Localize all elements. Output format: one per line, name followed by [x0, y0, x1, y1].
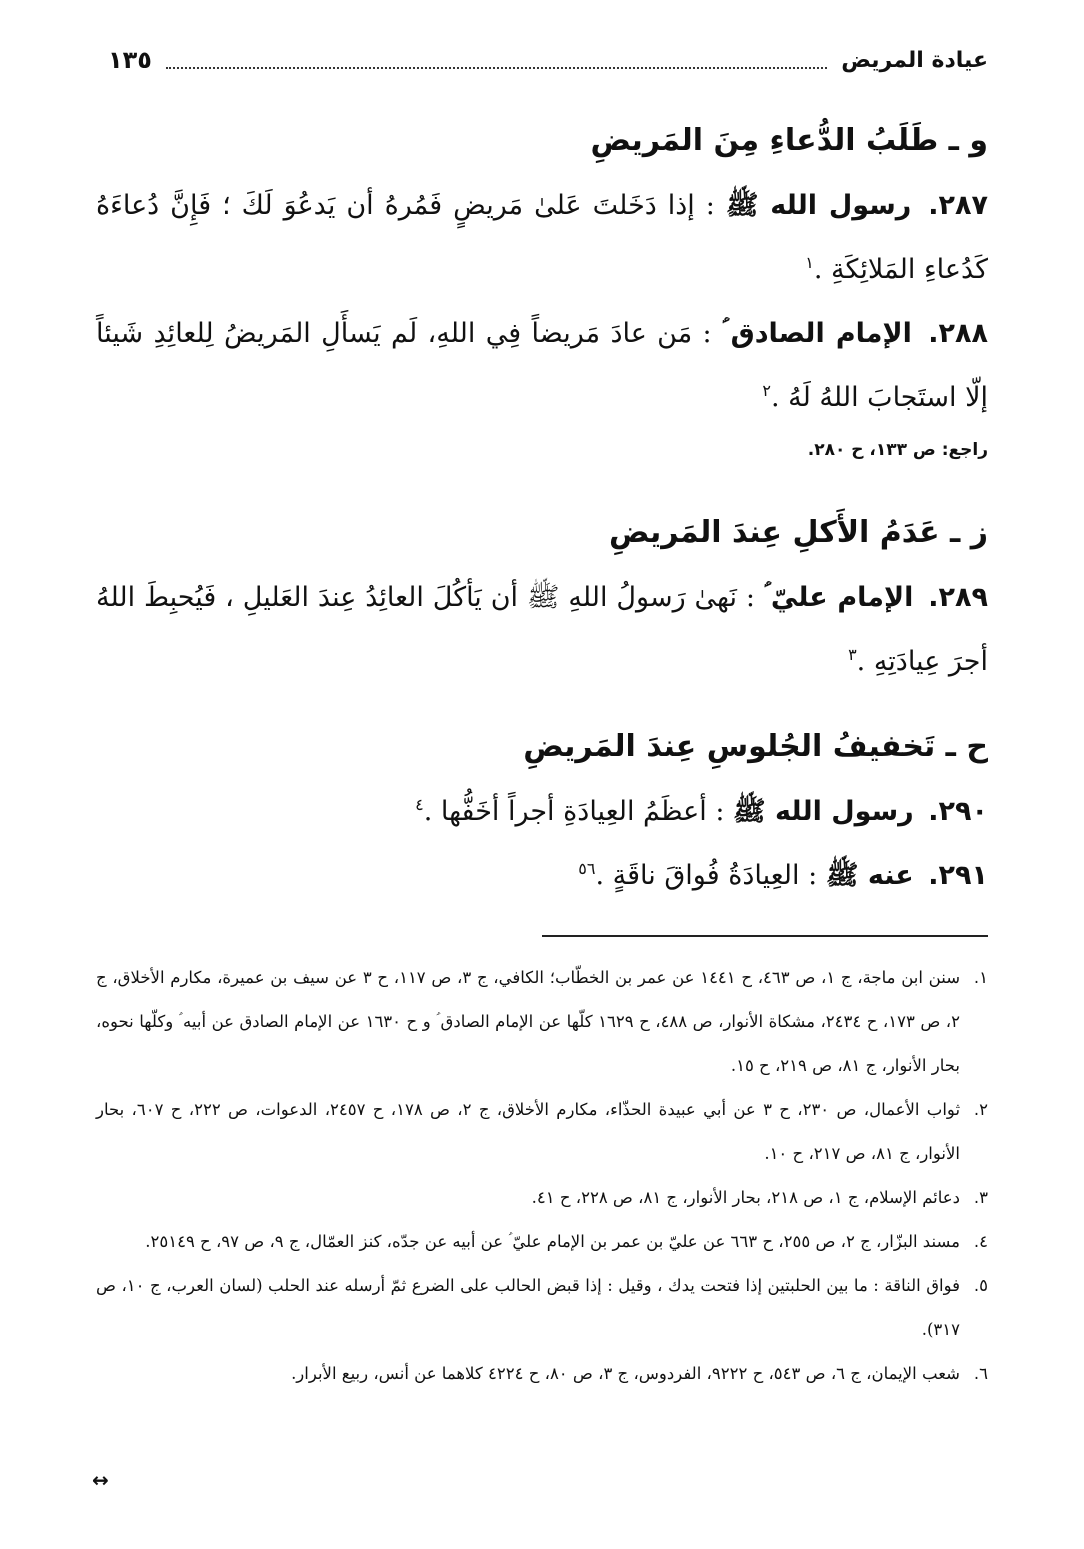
footnote-text: ثواب الأعمال، ص ٢٣٠، ح ٣ عن أبي عبيدة الحذّاء، مكارم الأخلاق، ج ٢، ص ١٧٨، ح ٢٤٥٧، الدعوات، ص ٢٢٢، ح ٦٠٧، بحار الأنوار، ج ٨١، ص ٢١٧، ح ١٠. — [96, 1100, 961, 1163]
footnote-item — [96, 1220, 988, 1264]
footnote-item — [96, 1176, 988, 1220]
hadith-287 — [96, 174, 988, 302]
footnote-ref: ٣ — [848, 645, 857, 664]
footnote-ref: ١ — [805, 253, 814, 272]
footnote-item — [96, 1264, 988, 1352]
page-body — [96, 120, 988, 908]
footnote-item — [96, 1088, 988, 1176]
page-end-arrows-icon: ↔ — [92, 1468, 109, 1492]
hadith-number: ٢٨٨. — [928, 318, 988, 349]
footnote-text: مسند البزّار، ج ٢، ص ٢٥٥، ح ٦٦٣ عن عليّ بن عمر بن الإمام عليّ ؑ عن أبيه عن جدّه، كنز العمّال، ج ٩، ص ٩٧، ح ٢٥١٤٩. — [145, 1232, 960, 1251]
hadith-text: : العِيادَةُ فُواقَ ناقَةٍ . — [595, 860, 818, 891]
footnote-text: فواق الناقة : ما بين الحلبتين إذا فتحت يدك ، وقيل : إذا قبض الحالب على الضرع ثمّ أرسله عند الحلب (لسان العرب، ج ١٠، ص ٣١٧). — [96, 1276, 960, 1339]
inline-footnote-ref: ٥ — [578, 859, 587, 878]
hadith-text: : إذا دَخَلتَ عَلىٰ مَريضٍ فَمُرهُ أن يَدعُوَ لَكَ ؛ فَإِنَّ دُعاءَهُ كَدُعاءِ المَلائِكَةِ . — [96, 190, 988, 285]
section-title: ح ـ تَخفيفُ الجُلوسِ عِندَ المَريضِ — [523, 729, 988, 764]
hadith-291 — [96, 844, 988, 908]
spacer — [96, 694, 988, 726]
hadith-speaker: رسول الله ﷺ — [733, 796, 914, 827]
hadith-speaker: عنه ﷺ — [825, 860, 914, 891]
footnotes — [96, 956, 988, 1396]
page-header — [108, 38, 988, 82]
footnote-ref: ٤ — [415, 795, 424, 814]
section-title: ز ـ عَدَمُ الأَكلِ عِندَ المَريضِ — [609, 515, 988, 550]
footnote-number: ٤. — [973, 1232, 988, 1251]
hadith-number: ٢٨٧. — [928, 190, 988, 221]
hadith-speaker: رسول الله ﷺ — [725, 190, 912, 221]
hadith-speaker: الإمام الصادق ؑ — [722, 318, 912, 349]
hadith-number: ٢٨٩. — [928, 582, 988, 613]
hadith-text: : نَهىٰ رَسولُ اللهِ ﷺ أن يَأكُلَ العائِدُ عِندَ العَليلِ ، فَيُحبِطَ اللهُ أجرَ عِيادَتِهِ . — [96, 582, 988, 677]
footnote-text: سنن ابن ماجة، ج ١، ص ٤٦٣، ح ١٤٤١ عن عمر بن الخطّاب؛ الكافي، ج ٣، ص ١١٧، ح ٣ عن سيف بن عميرة، مكارم الأخلاق، ج ٢، ص ١٧٣، ح ٢٤٣٤، مشكاة الأنوار، ص ٤٨٨، ح ١٦٢٩ كلّها عن الإمام الصادق ؑ و ح ١٦٣٠ عن الإمام الصادق عن أبيه ؑ وكلّها نحوه، بحار الأنوار، ج ٨١، ص ٢١٩، ح ١٥. — [96, 968, 961, 1075]
footnote-ref: ٢ — [762, 381, 771, 400]
hadith-number: ٢٩١. — [928, 860, 988, 891]
hadith-text: : مَن عادَ مَريضاً فِي اللهِ، لَم يَسأَلِ المَريضُ لِلعائِدِ شَيئاً إلّا استَجابَ اللهُ لَهُ . — [96, 318, 988, 413]
running-title: عيادة المريض — [841, 47, 988, 73]
footnote-number: ٦. — [973, 1364, 988, 1383]
footnote-number: ٢. — [973, 1100, 989, 1119]
footnote-separator — [542, 935, 988, 937]
spacer — [96, 460, 988, 512]
hadith-289 — [96, 566, 988, 694]
footnote-item — [96, 1352, 988, 1396]
hadith-number: ٢٩٠. — [928, 796, 988, 827]
footnote-item — [96, 956, 988, 1088]
hadith-290 — [96, 780, 988, 844]
dotted-leader — [166, 67, 827, 69]
see-also-reference: راجع: ص ١٣٣، ح ٢٨٠. — [807, 440, 988, 460]
footnote-number: ١. — [973, 968, 989, 987]
footnote-number: ٣. — [973, 1188, 988, 1207]
footnote-ref: ٦ — [586, 859, 596, 878]
section-title: و ـ طَلَبُ الدُّعاءِ مِنَ المَريضِ — [590, 123, 988, 158]
page-number: ١٣٥ — [108, 46, 152, 74]
footnote-text: شعب الإيمان، ج ٦، ص ٥٤٣، ح ٩٢٢٢، الفردوس، ج ٣، ص ٨٠، ح ٤٢٢٤ كلاهما عن أنس، ربيع الأبرار. — [291, 1364, 960, 1383]
hadith-288 — [96, 302, 988, 430]
hadith-text: : أعظَمُ العِيادَةِ أجراً أخَفُّها . — [423, 796, 725, 827]
hadith-speaker: الإمام عليّ ؑ — [763, 582, 914, 613]
footnote-number: ٥. — [973, 1276, 988, 1295]
footnote-text: دعائم الإسلام، ج ١، ص ٢١٨، بحار الأنوار، ج ٨١، ص ٢٢٨، ح ٤١. — [531, 1188, 960, 1207]
